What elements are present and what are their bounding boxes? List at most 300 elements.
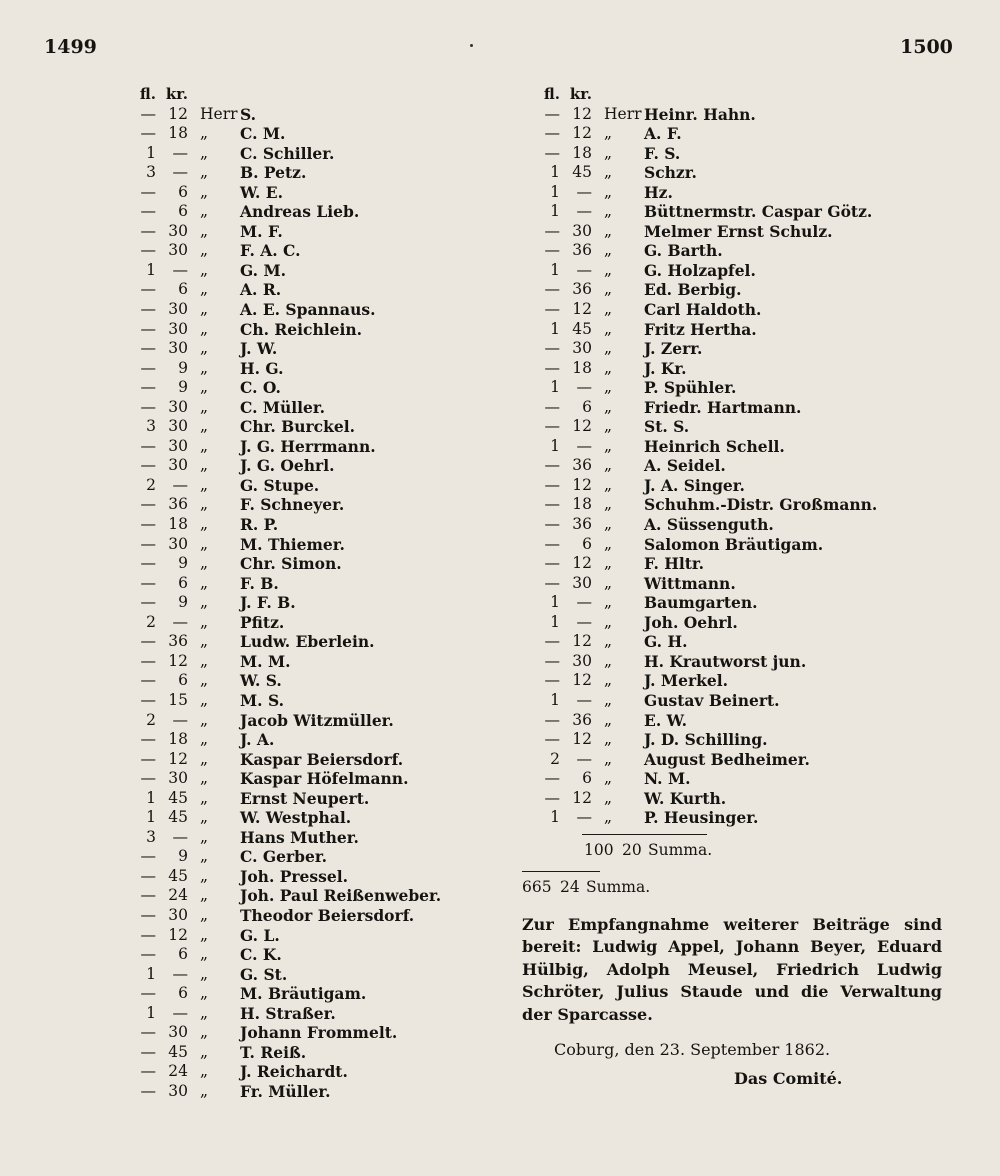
title-prefix: „	[604, 788, 613, 807]
donor-name: C. K.	[240, 945, 282, 965]
donor-name: B. Petz.	[240, 163, 307, 183]
donation-row	[118, 515, 558, 535]
donor-name: F. Schneyer.	[240, 495, 345, 515]
donation-row	[118, 554, 558, 574]
right-rows	[522, 105, 962, 828]
title-prefix: „	[200, 612, 209, 631]
title-prefix: „	[200, 905, 209, 924]
title-prefix: „	[200, 163, 209, 182]
donation-row	[522, 300, 962, 320]
amount-kreuzer: 12	[572, 730, 592, 749]
donor-name: J. D. Schilling.	[644, 730, 768, 750]
amount-gulden: —	[140, 515, 156, 534]
donor-name: Joh. Oehrl.	[644, 612, 738, 632]
amount-kreuzer: —	[576, 182, 592, 201]
amount-gulden: 2	[146, 710, 156, 729]
title-prefix: „	[200, 984, 209, 1003]
amount-gulden: 3	[146, 417, 156, 436]
amount-kreuzer: 9	[178, 593, 188, 612]
donor-name: M. Thiemer.	[240, 534, 345, 554]
donor-name: Schuhm.-Distr. Großmann.	[644, 495, 878, 515]
amount-kreuzer: —	[172, 260, 188, 279]
amount-gulden: —	[140, 534, 156, 553]
amount-gulden: —	[140, 847, 156, 866]
donation-row	[118, 1043, 558, 1063]
donor-name: J. Kr.	[644, 358, 687, 378]
left-rows	[118, 105, 558, 1102]
page-mark	[470, 44, 473, 47]
title-prefix: „	[200, 945, 209, 964]
sum-label: Summa.	[648, 840, 713, 859]
donor-name: G. L.	[240, 925, 280, 945]
donor-name: F. A. C.	[240, 241, 301, 261]
title-prefix: „	[200, 710, 209, 729]
amount-gulden: 1	[146, 143, 156, 162]
donation-row	[118, 789, 558, 809]
amount-gulden: —	[544, 124, 560, 143]
donation-row	[118, 711, 558, 731]
donor-name: F. Hltr.	[644, 554, 705, 574]
amount-kreuzer: 30	[168, 339, 188, 358]
amount-kreuzer: —	[576, 593, 592, 612]
donation-row	[522, 515, 962, 535]
donor-name: Baumgarten.	[644, 593, 758, 613]
donation-row	[522, 456, 962, 476]
amount-gulden: 1	[146, 788, 156, 807]
amount-gulden: —	[140, 651, 156, 670]
title-prefix: „	[200, 378, 209, 397]
amount-kreuzer: 6	[582, 534, 592, 553]
donation-row	[522, 652, 962, 672]
amount-gulden: 3	[146, 827, 156, 846]
donation-row	[118, 320, 558, 340]
donation-row	[118, 652, 558, 672]
donation-row	[118, 691, 558, 711]
amount-kreuzer: 30	[168, 319, 188, 338]
donor-name: E. W.	[644, 710, 687, 730]
donation-row	[118, 847, 558, 867]
title-prefix: „	[604, 495, 613, 514]
amount-kreuzer: 12	[572, 417, 592, 436]
donor-name: R. P.	[240, 515, 279, 535]
donation-row	[522, 202, 962, 222]
amount-kreuzer: 45	[168, 866, 188, 885]
amount-kreuzer: —	[172, 710, 188, 729]
amount-kreuzer: 12	[168, 749, 188, 768]
amount-gulden: —	[544, 710, 560, 729]
sum-rule	[582, 834, 707, 835]
title-prefix: „	[604, 475, 613, 494]
donation-row	[522, 613, 962, 633]
amount-kreuzer: —	[172, 964, 188, 983]
amount-kreuzer: 6	[178, 945, 188, 964]
header-fl: fl.	[139, 85, 156, 103]
donor-name: Joh. Pressel.	[240, 866, 349, 886]
amount-gulden: 1	[146, 808, 156, 827]
amount-gulden: 1	[550, 593, 560, 612]
title-prefix: „	[604, 651, 613, 670]
donor-name: W. Kurth.	[644, 788, 727, 808]
donor-name: Andreas Lieb.	[240, 202, 360, 222]
donation-row	[522, 750, 962, 770]
amount-kreuzer: —	[172, 475, 188, 494]
title-prefix: „	[200, 671, 209, 690]
amount-gulden: —	[544, 241, 560, 260]
donor-name: C. O.	[240, 378, 281, 398]
amount-gulden: 1	[550, 378, 560, 397]
title-prefix: „	[604, 573, 613, 592]
donor-name: F. B.	[240, 573, 279, 593]
donor-name: Gustav Beinert.	[644, 690, 780, 710]
donation-row	[522, 183, 962, 203]
amount-gulden: 1	[146, 964, 156, 983]
title-prefix: „	[200, 554, 209, 573]
donor-name: Hans Muther.	[240, 827, 359, 847]
donor-name: C. M.	[240, 124, 286, 144]
donation-row	[522, 632, 962, 652]
title-prefix: „	[604, 554, 613, 573]
amount-kreuzer: 6	[582, 397, 592, 416]
donation-row	[522, 691, 962, 711]
title-prefix: „	[604, 143, 613, 162]
donor-name: G. Holzapfel.	[644, 260, 756, 280]
title-prefix: „	[604, 358, 613, 377]
title-prefix: „	[200, 300, 209, 319]
donor-name: J. W.	[240, 339, 278, 359]
amount-gulden: —	[140, 632, 156, 651]
donor-name: Wittmann.	[644, 573, 736, 593]
donation-row	[522, 789, 962, 809]
amount-gulden: —	[140, 1081, 156, 1100]
amount-kreuzer: 30	[168, 241, 188, 260]
amount-gulden: —	[544, 671, 560, 690]
title-prefix: „	[200, 436, 209, 455]
donation-row	[118, 984, 558, 1004]
amount-gulden: —	[140, 749, 156, 768]
amount-kreuzer: 45	[168, 1042, 188, 1061]
amount-kreuzer: 36	[168, 632, 188, 651]
amount-gulden: —	[140, 241, 156, 260]
donation-row	[522, 495, 962, 515]
title-prefix: „	[604, 397, 613, 416]
amount-gulden: —	[140, 124, 156, 143]
donation-row	[118, 417, 558, 437]
donation-row	[118, 886, 558, 906]
donor-name: A. E. Spannaus.	[240, 300, 376, 320]
amount-kreuzer: 12	[168, 925, 188, 944]
donor-name: W. Westphal.	[240, 808, 352, 828]
donation-row	[522, 144, 962, 164]
amount-kreuzer: —	[576, 749, 592, 768]
total-fl: 665	[522, 877, 552, 896]
amount-gulden: 1	[550, 163, 560, 182]
amount-kreuzer: 45	[572, 163, 592, 182]
donor-name: J. Reichardt.	[240, 1062, 348, 1082]
page-number-right: 1500	[900, 36, 953, 58]
amount-gulden: —	[544, 769, 560, 788]
donor-name: S.	[240, 104, 257, 124]
donation-row	[118, 280, 558, 300]
donation-row	[118, 906, 558, 926]
amount-kreuzer: 6	[178, 671, 188, 690]
title-prefix: „	[604, 769, 613, 788]
amount-gulden: —	[140, 221, 156, 240]
donation-row	[118, 945, 558, 965]
title-prefix: „	[200, 847, 209, 866]
amount-gulden: —	[140, 905, 156, 924]
donor-name: J. A. Singer.	[644, 475, 745, 495]
amount-kreuzer: —	[576, 808, 592, 827]
donor-name: Chr. Simon.	[240, 554, 342, 574]
title-prefix: „	[604, 417, 613, 436]
donor-name: August Bedheimer.	[644, 749, 810, 769]
title-prefix: „	[200, 534, 209, 553]
title-prefix: „	[200, 964, 209, 983]
amount-kreuzer: 30	[572, 573, 592, 592]
donation-row	[522, 554, 962, 574]
donation-row	[118, 378, 558, 398]
donor-name: Ludw. Eberlein.	[240, 632, 375, 652]
donation-list-right	[522, 85, 962, 1088]
column-header	[522, 85, 962, 105]
amount-kreuzer: 9	[178, 554, 188, 573]
donor-name: Schzr.	[644, 163, 697, 183]
amount-gulden: —	[544, 221, 560, 240]
title-prefix: „	[604, 221, 613, 240]
donation-row	[118, 437, 558, 457]
amount-kreuzer: 12	[572, 788, 592, 807]
donor-name: Ernst Neupert.	[240, 788, 370, 808]
amount-gulden: —	[544, 632, 560, 651]
donation-row	[118, 456, 558, 476]
donor-name: J. Zerr.	[644, 339, 703, 359]
donor-name: Heinr. Hahn.	[644, 104, 756, 124]
total-label: Summa.	[586, 877, 651, 896]
sum-fl: 100	[584, 840, 614, 859]
amount-gulden: —	[544, 475, 560, 494]
title-prefix: „	[604, 690, 613, 709]
donation-row	[118, 105, 558, 125]
amount-kreuzer: 30	[168, 417, 188, 436]
column-sum	[522, 839, 962, 861]
donor-name: Heinrich Schell.	[644, 436, 785, 456]
donor-name: H. G.	[240, 358, 284, 378]
amount-gulden: —	[140, 456, 156, 475]
donor-name: Hz.	[644, 182, 673, 202]
donation-row	[118, 613, 558, 633]
donation-row	[118, 300, 558, 320]
donor-name: M. Bräutigam.	[240, 984, 367, 1004]
amount-kreuzer: 24	[168, 886, 188, 905]
amount-kreuzer: 36	[168, 495, 188, 514]
amount-kreuzer: 6	[178, 182, 188, 201]
donation-row	[118, 965, 558, 985]
amount-kreuzer: 12	[572, 124, 592, 143]
closing-paragraph: Zur Empfangnahme weiterer Beiträge sind bereit: Ludwig Appel, Johann Beyer, Eduard Hülbig, Adolph Meusel, Friedrich Ludwig Schröter, Julius Staude und die Verwaltung der Sparcasse.	[522, 914, 942, 1024]
amount-kreuzer: —	[576, 378, 592, 397]
donation-row	[522, 730, 962, 750]
title-prefix: „	[200, 632, 209, 651]
amount-gulden: —	[544, 495, 560, 514]
amount-kreuzer: 30	[168, 1023, 188, 1042]
title-prefix: „	[200, 495, 209, 514]
title-prefix: „	[200, 143, 209, 162]
amount-gulden: —	[544, 651, 560, 670]
amount-kreuzer: 30	[168, 534, 188, 553]
title-prefix: „	[604, 515, 613, 534]
amount-gulden: —	[544, 730, 560, 749]
title-prefix: „	[604, 260, 613, 279]
amount-gulden: —	[140, 319, 156, 338]
donation-row	[118, 183, 558, 203]
donor-name: Melmer Ernst Schulz.	[644, 221, 833, 241]
donation-row	[118, 476, 558, 496]
donation-row	[118, 1004, 558, 1024]
amount-kreuzer: —	[172, 612, 188, 631]
donation-row	[522, 261, 962, 281]
donor-name: M. S.	[240, 690, 284, 710]
donation-row	[118, 828, 558, 848]
title-prefix: „	[200, 827, 209, 846]
amount-gulden: —	[140, 573, 156, 592]
amount-kreuzer: 12	[572, 671, 592, 690]
amount-gulden: —	[140, 730, 156, 749]
grand-total	[522, 876, 962, 898]
donation-row	[522, 476, 962, 496]
amount-gulden: —	[140, 1023, 156, 1042]
title-prefix: „	[200, 769, 209, 788]
donation-row	[522, 711, 962, 731]
amount-kreuzer: 18	[168, 515, 188, 534]
donor-name: A. R.	[240, 280, 282, 300]
amount-kreuzer: —	[172, 143, 188, 162]
donation-row	[522, 241, 962, 261]
donor-name: Friedr. Hartmann.	[644, 397, 802, 417]
signature: Das Comité.	[734, 1069, 843, 1089]
amount-gulden: —	[140, 358, 156, 377]
title-prefix: „	[604, 749, 613, 768]
title-prefix: „	[200, 593, 209, 612]
page-number-left: 1499	[44, 36, 97, 58]
amount-gulden: 1	[146, 260, 156, 279]
amount-kreuzer: 36	[572, 280, 592, 299]
title-prefix: „	[604, 671, 613, 690]
donor-name: J. F. B.	[240, 593, 296, 613]
donation-row	[118, 593, 558, 613]
amount-kreuzer: 30	[168, 221, 188, 240]
donation-row	[118, 124, 558, 144]
amount-gulden: —	[544, 788, 560, 807]
donation-row	[522, 222, 962, 242]
title-prefix: „	[200, 124, 209, 143]
sum-kr: 20	[622, 840, 642, 859]
donor-name: Kaspar Höfelmann.	[240, 769, 409, 789]
amount-gulden: —	[544, 104, 560, 123]
amount-gulden: —	[140, 300, 156, 319]
amount-gulden: —	[140, 182, 156, 201]
amount-kreuzer: —	[576, 436, 592, 455]
amount-gulden: —	[140, 202, 156, 221]
donor-name: W. E.	[240, 182, 283, 202]
dateline: Coburg, den 23. September 1862.	[554, 1040, 831, 1060]
amount-gulden: —	[544, 397, 560, 416]
donation-row	[118, 535, 558, 555]
donation-row	[522, 124, 962, 144]
amount-kreuzer: 30	[168, 905, 188, 924]
title-prefix: „	[200, 573, 209, 592]
donation-row	[522, 574, 962, 594]
amount-gulden: —	[140, 436, 156, 455]
title-prefix: „	[604, 182, 613, 201]
amount-kreuzer: 9	[178, 847, 188, 866]
title-prefix: „	[200, 925, 209, 944]
amount-kreuzer: —	[576, 260, 592, 279]
title-prefix: „	[200, 808, 209, 827]
amount-kreuzer: 36	[572, 710, 592, 729]
column-header	[118, 85, 558, 105]
amount-gulden: —	[544, 534, 560, 553]
amount-kreuzer: 30	[572, 339, 592, 358]
amount-kreuzer: —	[172, 827, 188, 846]
title-prefix: „	[604, 202, 613, 221]
amount-gulden: —	[140, 671, 156, 690]
donation-row	[522, 339, 962, 359]
title-prefix: „	[200, 475, 209, 494]
amount-gulden: —	[140, 925, 156, 944]
amount-kreuzer: 6	[178, 202, 188, 221]
donation-list-left	[118, 85, 558, 1101]
amount-kreuzer: —	[172, 1003, 188, 1022]
donation-row	[522, 769, 962, 789]
donor-name: N. M.	[644, 769, 691, 789]
amount-kreuzer: 30	[168, 397, 188, 416]
amount-gulden: —	[544, 554, 560, 573]
title-prefix: „	[604, 730, 613, 749]
donor-name: Fr. Müller.	[240, 1081, 331, 1101]
donation-row	[118, 261, 558, 281]
title-prefix: „	[200, 886, 209, 905]
amount-gulden: 1	[550, 436, 560, 455]
donation-row	[118, 750, 558, 770]
amount-kreuzer: 30	[168, 300, 188, 319]
donor-name: Ed. Berbig.	[644, 280, 742, 300]
donation-row	[522, 398, 962, 418]
title-prefix: Herr	[200, 104, 238, 123]
title-prefix: „	[200, 319, 209, 338]
donation-row	[118, 769, 558, 789]
amount-gulden: —	[544, 573, 560, 592]
donation-row	[118, 144, 558, 164]
donation-row	[118, 926, 558, 946]
donor-name: W. S.	[240, 671, 282, 691]
donation-row	[118, 1023, 558, 1043]
donation-row	[118, 398, 558, 418]
donation-row	[522, 671, 962, 691]
donor-name: G. M.	[240, 260, 287, 280]
amount-gulden: —	[140, 1042, 156, 1061]
title-prefix: „	[200, 260, 209, 279]
amount-gulden: —	[140, 280, 156, 299]
amount-kreuzer: 36	[572, 241, 592, 260]
amount-gulden: 1	[550, 690, 560, 709]
title-prefix: „	[200, 1081, 209, 1100]
amount-gulden: 3	[146, 163, 156, 182]
title-prefix: „	[604, 612, 613, 631]
donation-row	[522, 535, 962, 555]
donation-row	[118, 671, 558, 691]
donation-row	[522, 808, 962, 828]
title-prefix: „	[200, 456, 209, 475]
